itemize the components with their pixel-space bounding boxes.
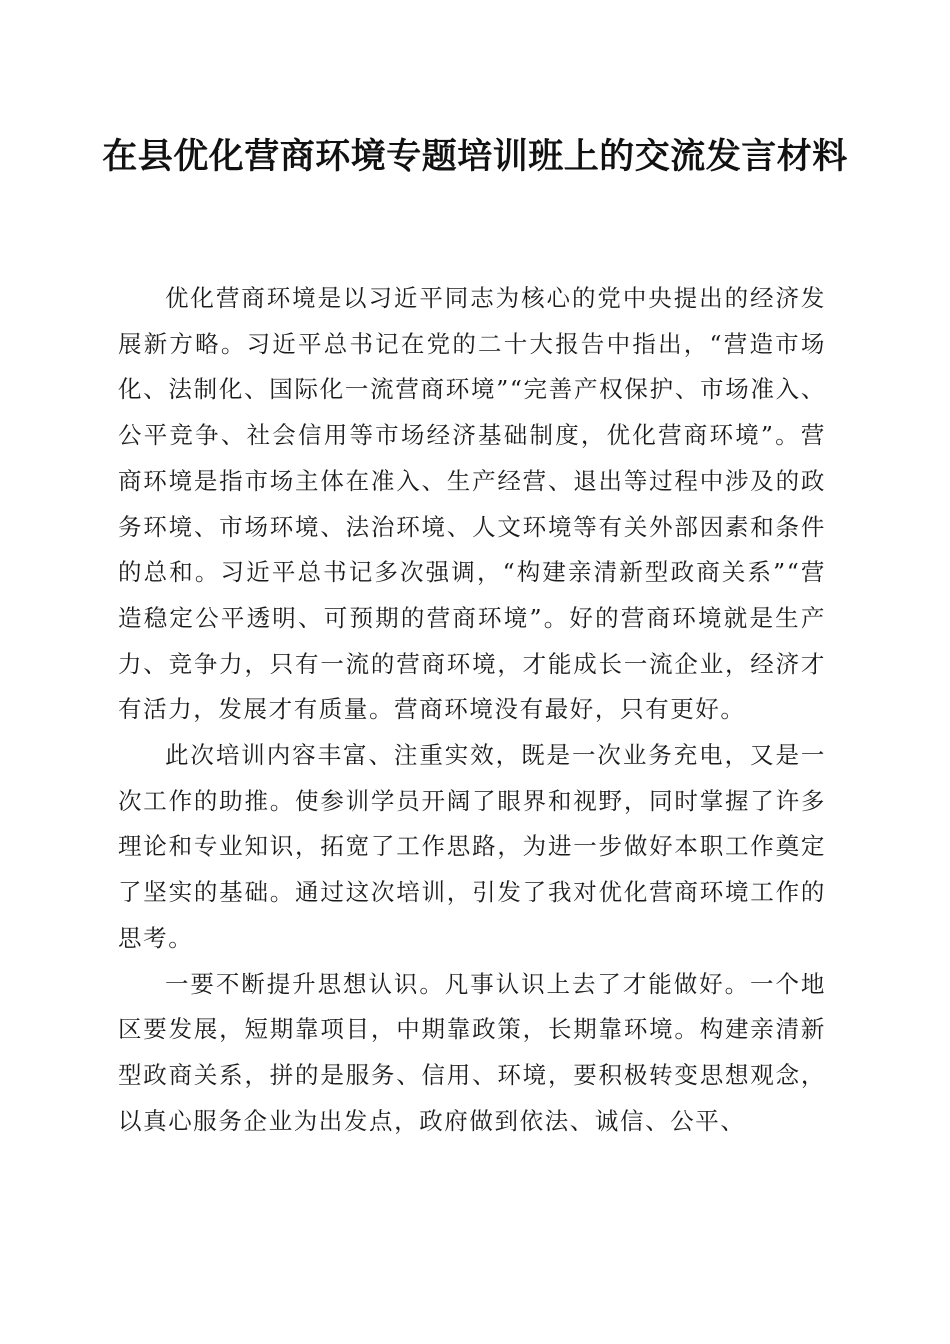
document-body (118, 276, 826, 1144)
paragraph-3: 一要不断提升思想认识。凡事认识上去了才能做好。一个地区要发展，短期靠项目，中期靠政策，长期靠环境。构建亲清新型政商关系，拼的是服务、信用、环境，要积极转变思想观念，以真心服务企业为出发点，政府做到依法、诚信、公平、 (118, 969, 826, 1135)
paragraph-1: 优化营商环境是以习近平同志为核心的党中央提出的经济发展新方略。习近平总书记在党的二十大报告中指出，“营造市场化、法制化、国际化一流营商环境”“完善产权保护、市场准入、公平竞争、社会信用等市场经济基础制度，优化营商环境”。营商环境是指市场主体在准入、生产经营、退出等过程中涉及的政务环境、市场环境、法治环境、人文环境等有关外部因素和条件的总和。习近平总书记多次强调，“构建亲清新型政商关系”“营造稳定公平透明、可预期的营商环境”。好的营商环境就是生产力、竞争力，只有一流的营商环境，才能成长一流企业，经济才有活力，发展才有质量。营商环境没有最好，只有更好。 (118, 284, 826, 724)
paragraph-2: 此次培训内容丰富、注重实效，既是一次业务充电，又是一次工作的助推。使参训学员开阔了眼界和视野，同时掌握了许多理论和专业知识，拓宽了工作思路，为进一步做好本职工作奠定了坚实的基础。通过这次培训，引发了我对优化营商环境工作的思考。 (118, 741, 826, 952)
document-title: 在县优化营商环境专题培训班上的交流发言材料 (102, 136, 848, 177)
